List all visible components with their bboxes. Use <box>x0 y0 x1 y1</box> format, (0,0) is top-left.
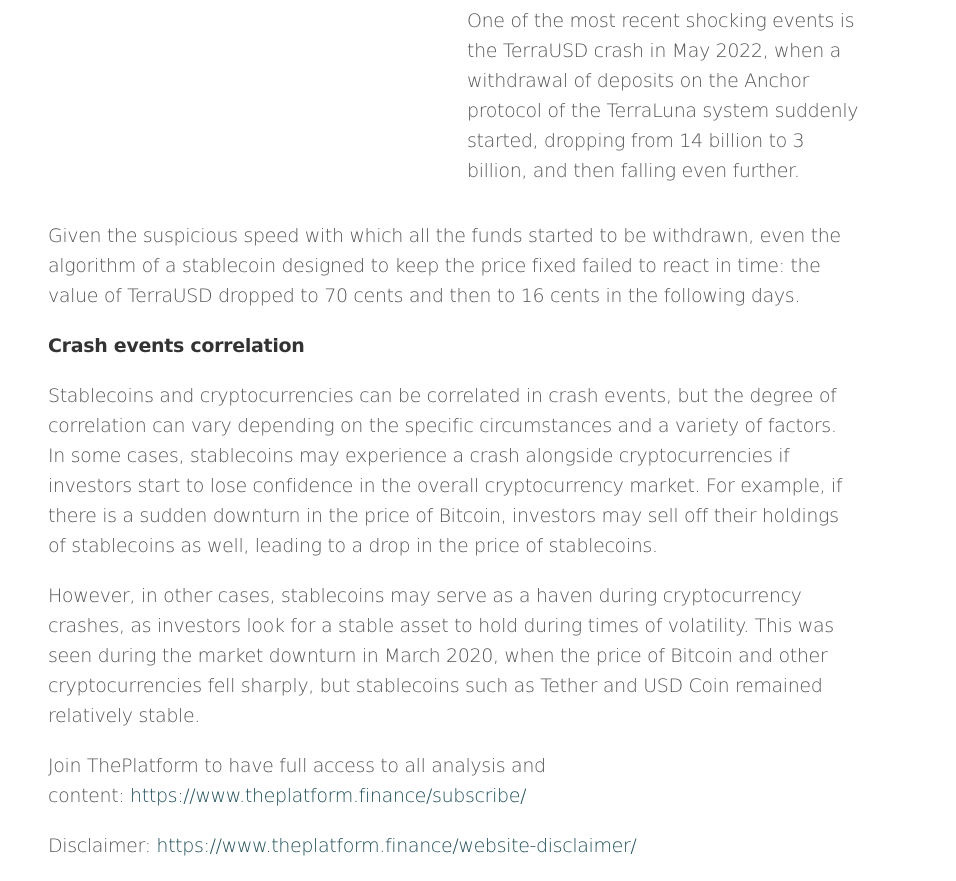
paragraph-terrausd-drop: Given the suspicious speed with which all the funds started to be withdrawn, even the algorithm of a stablecoin designed to keep the price fixed failed to react in time: the value of TerraUSD dropped to 70 cents and then to 16 cents in the following days. <box>48 225 841 307</box>
subscribe-prefix: content: <box>48 785 131 807</box>
subscribe-link[interactable]: https://www.theplatform.finance/subscribe/ <box>130 785 527 807</box>
subscribe-paragraph <box>48 751 848 811</box>
intro-paragraph: One of the most recent shocking events is the TerraUSD crash in May 2022, when a withdrawal of deposits on the Anchor protocol of the TerraLuna system suddenly started, dropping from 14 billion to 3 billion, and then falling even further. <box>467 10 859 182</box>
disclaimer-prefix: Disclaimer: <box>48 835 157 857</box>
disclaimer-link[interactable]: https://www.theplatform.finance/website-disclaimer/ <box>156 835 637 857</box>
article-body <box>48 221 848 881</box>
paragraph-haven: However, in other cases, stablecoins may serve as a haven during cryptocurrency crashes, as investors look for a stable asset to hold during times of volatility. This was seen during the market downturn in March 2020, when the price of Bitcoin and other cryptocurrencies fell sharply, but stablecoins such as Tether and USD Coin remained relatively stable. <box>48 585 834 727</box>
disclaimer-paragraph <box>48 831 848 861</box>
paragraph-correlation: Stablecoins and cryptocurrencies can be correlated in crash events, but the degree of correlation can vary depending on the specific circumstances and a variety of factors. In some cases, stablecoins may experience a crash alongside cryptocurrencies if investors start to lose confidence in the overall cryptocurrency market. For example, if there is a sudden downturn in the price of Bitcoin, investors may sell off their holdings of stablecoins as well, leading to a drop in the price of stablecoins. <box>48 385 843 557</box>
subscribe-line-1: Join ThePlatform to have full access to all analysis and <box>48 755 546 777</box>
section-heading: Crash events correlation <box>48 335 305 357</box>
